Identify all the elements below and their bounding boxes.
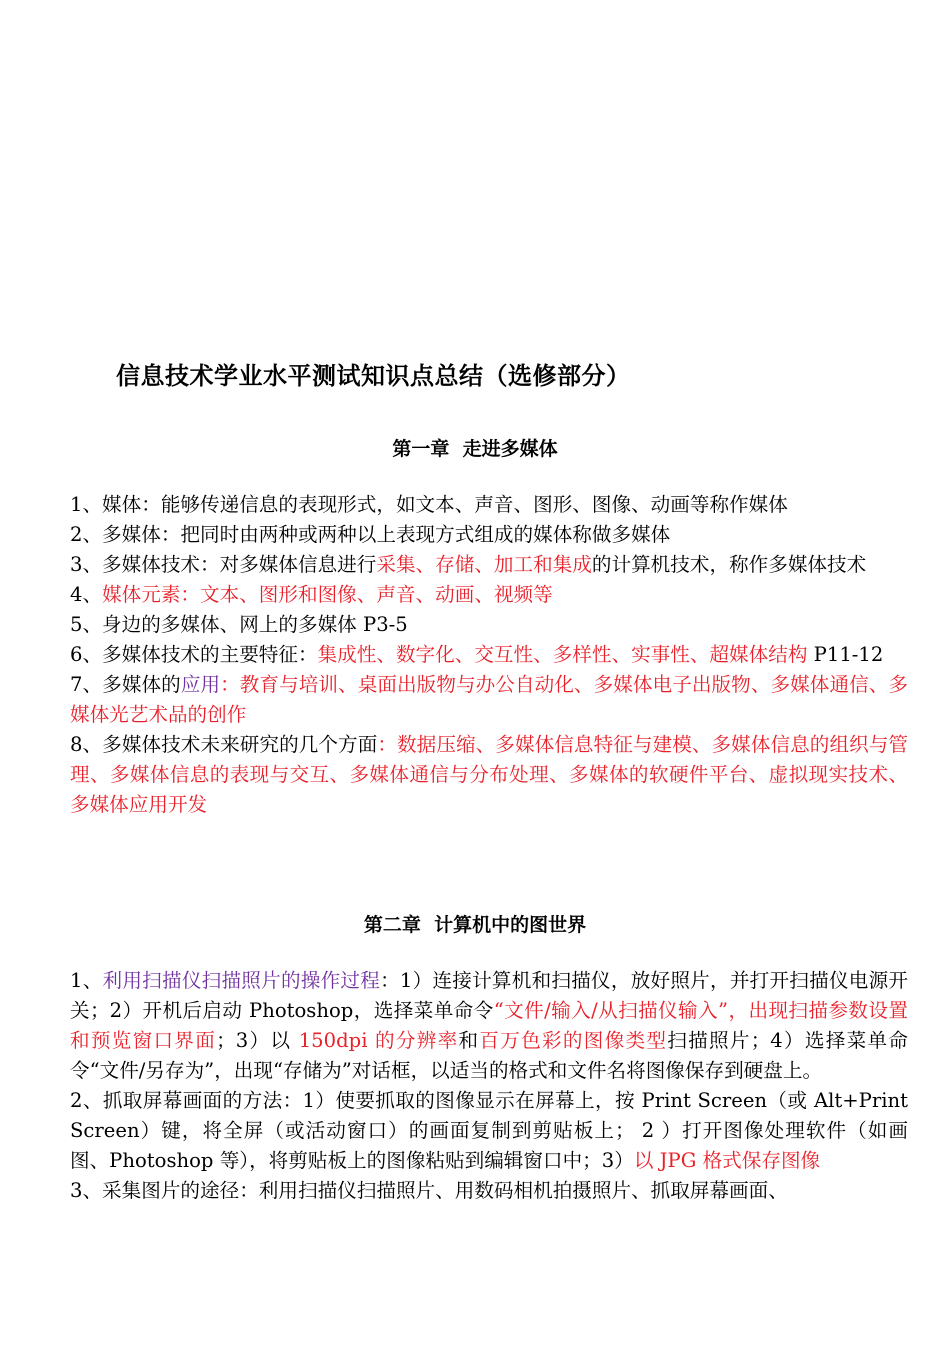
item-highlight: ： bbox=[220, 673, 240, 696]
item-text: 2、多媒体：把同时由两种或两种以上表现方式组成的媒体称做多媒体 bbox=[70, 523, 671, 546]
item-text: 和 bbox=[458, 1029, 480, 1052]
list-item bbox=[70, 610, 908, 640]
item-text: 1、 bbox=[70, 969, 103, 992]
list-item bbox=[70, 550, 908, 580]
list-item bbox=[70, 580, 908, 610]
item-text: 2、抓取屏幕画面的方法：1）使要抓取的图像显示在屏幕上，按 Print Screen（或 Alt+Print Screen）键，将全屏（或活动窗口）的画面复制到剪贴板上； 2 ）打开图像处理软件（如画图、Photoshop 等），将剪贴板上的图像粘贴到编辑窗口中；3） bbox=[70, 1089, 908, 1172]
list-item bbox=[70, 1086, 908, 1176]
item-text: 3、多媒体技术：对多媒体信息进行 bbox=[70, 553, 377, 576]
item-text: 3、采集图片的途径：利用扫描仪扫描照片、用数码相机拍摄照片、抓取屏幕画面、 bbox=[70, 1179, 788, 1202]
item-highlight: 150dpi 的分辨率 bbox=[298, 1029, 459, 1052]
item-highlight: 百万色彩的图像类型 bbox=[479, 1029, 668, 1052]
list-item bbox=[70, 1176, 908, 1206]
item-text: 7、多媒体的 bbox=[70, 673, 181, 696]
chapter-1-content bbox=[70, 490, 908, 820]
chapter-1-heading: 第一章 走进多媒体 bbox=[392, 438, 558, 460]
item-highlight: “文件/输入/从扫描仪输入”，出现扫描参数设置和预览窗口界面 bbox=[70, 999, 908, 1052]
item-text: P11-12 bbox=[807, 643, 884, 666]
item-highlight: ： bbox=[377, 733, 398, 756]
item-text: 4、 bbox=[70, 583, 103, 606]
item-highlight: 教育与培训、桌面出版物与办公自动化、多媒体电子出版物、多媒体通信、多媒体光艺术品的创作 bbox=[70, 673, 909, 726]
item-highlight: 数据压缩、多媒体信息特征与建模、多媒体信息的组织与管理、多媒体信息的表现与交互、多媒体通信与分布处理、多媒体的软硬件平台、虚拟现实技术、多媒体应用开发 bbox=[70, 733, 909, 816]
item-text: 8、多媒体技术未来研究的几个方面 bbox=[70, 733, 378, 756]
item-highlight: 媒体元素：文本、图形和图像、声音、动画、视频等 bbox=[102, 583, 553, 606]
item-text: 1、媒体：能够传递信息的表现形式，如文本、声音、图形、图像、动画等称作媒体 bbox=[70, 493, 788, 516]
item-text: 扫描照片；4）选择菜单命令“文件/另存为”，出现“存储为”对话框，以适当的格式和文件名将图像保存到硬盘上。 bbox=[70, 1029, 909, 1082]
item-text: 的计算机技术，称作多媒体技术 bbox=[591, 553, 867, 576]
list-item bbox=[70, 490, 908, 520]
item-text: 5、身边的多媒体、网上的多媒体 P3-5 bbox=[70, 613, 408, 636]
list-item bbox=[70, 730, 908, 820]
item-highlight: 集成性、数字化、交互性、多样性、实事性、超媒体结构 bbox=[317, 643, 808, 666]
item-text: ：1）连接计算机和扫描仪，放好照片，并打开扫描仪电源开关；2）开机后启动 Photoshop，选择菜单命令 bbox=[70, 969, 909, 1022]
item-text: ；3）以 bbox=[216, 1029, 299, 1052]
item-highlight-purple: 利用扫描仪扫描照片的操作过程 bbox=[102, 969, 381, 992]
item-text: 6、多媒体技术的主要特征： bbox=[70, 643, 318, 666]
list-item bbox=[70, 966, 908, 1086]
item-highlight: 采集、存储、加工和集成 bbox=[376, 553, 592, 576]
item-highlight-purple: 应用 bbox=[180, 673, 221, 696]
item-highlight: 以 JPG 格式保存图像 bbox=[633, 1149, 821, 1172]
document-title: 信息技术学业水平测试知识点总结（选修部分） bbox=[116, 362, 631, 390]
list-item bbox=[70, 520, 908, 550]
list-item bbox=[70, 670, 908, 730]
chapter-2-content bbox=[70, 966, 908, 1206]
chapter-2-heading: 第二章 计算机中的图世界 bbox=[363, 914, 587, 936]
list-item bbox=[70, 640, 908, 670]
